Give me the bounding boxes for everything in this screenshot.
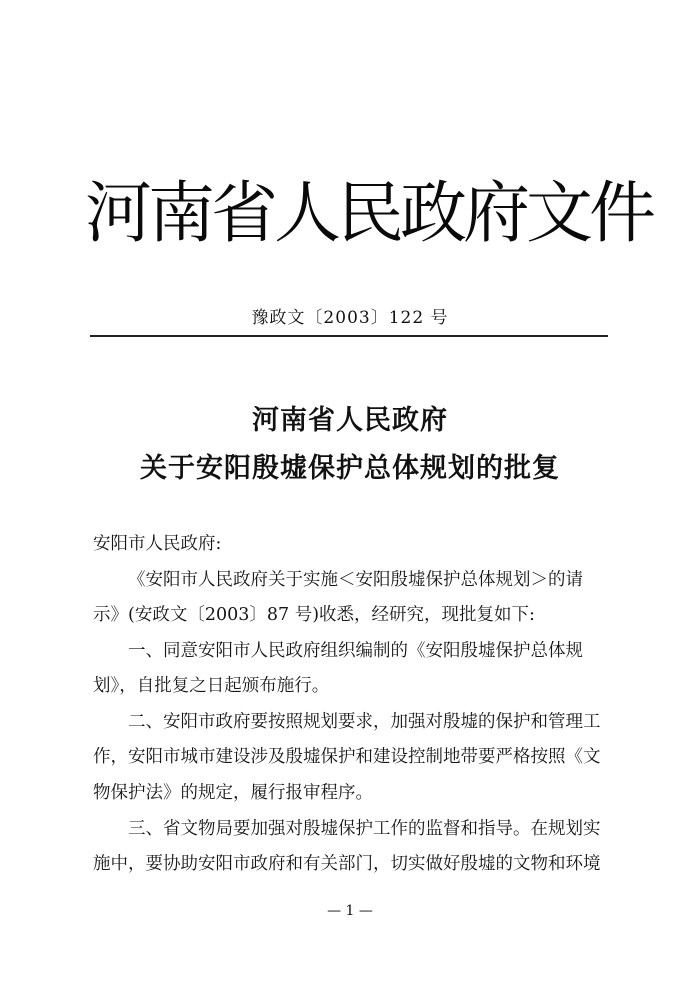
body-line: 一、同意安阳市人民政府组织编制的《安阳殷墟保护总体规 [128, 641, 583, 661]
document-number: 豫政文〔2003〕122 号 [251, 308, 449, 328]
document-title-line-1: 河南省人民政府 [252, 405, 448, 436]
body-line: 划》，自批复之日起颁布施行。 [93, 676, 330, 696]
addressee: 安阳市人民政府: [93, 534, 222, 554]
body-line: 作，安阳市城市建设涉及殷墟保护和建设控制地带要严格按照《文 [93, 747, 601, 767]
body-line: 二、安阳市政府要按照规划要求，加强对殷墟的保护和管理工 [128, 712, 601, 732]
document-header-title: 河南省人民政府文件 [85, 174, 652, 252]
header-divider [90, 335, 608, 337]
body-line: 物保护法》的规定，履行报审程序。 [93, 783, 373, 803]
page-number: — 1 — [327, 903, 373, 919]
body-line: 三、省文物局要加强对殷墟保护工作的监督和指导。在规划实 [128, 819, 601, 839]
body-line: 施中，要协助安阳市政府和有关部门，切实做好殷墟的文物和环境 [93, 854, 601, 874]
body-line: 示》(安政文〔2003〕87 号)收悉，经研究，现批复如下: [93, 605, 535, 625]
body-line: 《安阳市人民政府关于实施＜安阳殷墟保护总体规划＞的请 [128, 570, 583, 590]
document-title-line-2: 关于安阳殷墟保护总体规划的批复 [140, 453, 560, 484]
